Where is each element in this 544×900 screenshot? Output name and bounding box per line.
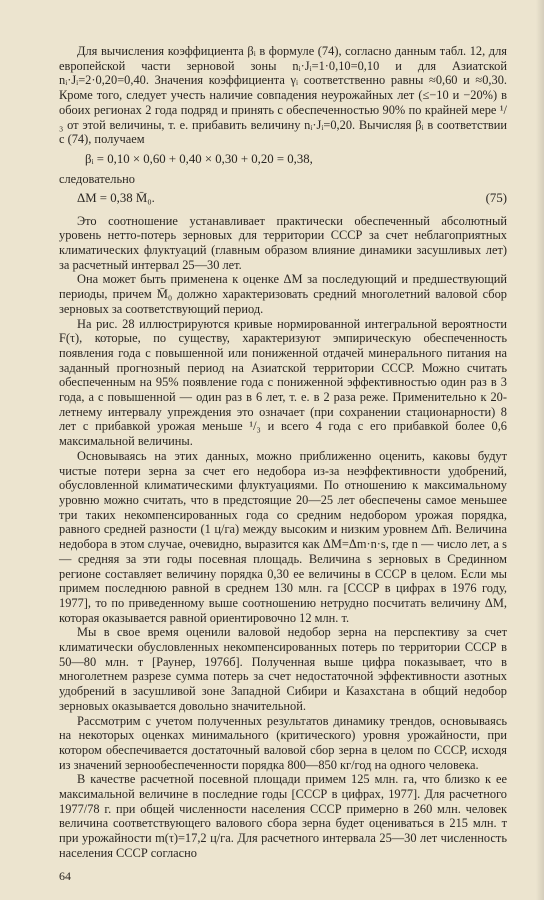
formula-beta: βᵢ = 0,10 × 0,60 + 0,40 × 0,30 + 0,20 = 0,38, <box>85 151 313 166</box>
equation-75-number: (75) <box>485 190 507 205</box>
page-number: 64 <box>59 869 71 883</box>
equation-75-body: ΔM = 0,38 M̄₀. <box>77 190 155 205</box>
paragraph-gross-shortfall: Мы в свое время оценили валовой недобор зерна на перспективу за счет климатически обусловленных некомпенсированных потерь по территории СССР в 50—80 млн. т [Раунер, 1976б]. Полученная выше цифра показывает, что в многолетнем разрезе сумма потерь за счет недостаточной эффективности азотных удобрений в засушливой зоне Западной Сибири и Казахстана в общий недобор зерновых оказывается довольно значительной. <box>59 625 507 713</box>
paragraph-figure-28: На рис. 28 иллюстрируются кривые нормированной интегральной вероятности F(τ), которые, по существу, характеризуют эмпирическую обеспеченность появления года с повышенной или пониженной отдачей минерального питания на заданный прогнозный период на Азиатской территории СССР. Можно считать обеспеченным на 95% появление года с пониженной эффективностью один раз в 3 года, а с повышенной — один раз в 6 лет, т. е. в 2 раза реже. Применительно к 20-летнему интервалу упреждения это означает (при сохранении стационарности) 8 лет с прибавкой урожая меньше ¹/₃ и всего 4 года с его прибавкой более 0,6 максимальной величины. <box>59 316 507 449</box>
paragraph-trends: Рассмотрим с учетом полученных результатов динамику трендов, основываясь на некоторых оценках минимального (критического) уровня урожайности, при котором обеспечивается достаточный валовой сбор зерна в целом по СССР, исходя из значений зернообеспеченности порядка 800—850 кг/год на одного человека. <box>59 713 507 772</box>
paragraph-therefore: следовательно <box>59 171 135 186</box>
paragraph-application: Она может быть применена к оценке ΔM за последующий и предшествующий периоды, причем M̄₀ должно характеризовать средний многолетний валовой сбор зерновых за соответствующий период. <box>59 272 507 316</box>
paragraph-ratio: Это соотношение устанавливает практически обеспеченный абсолютный уровень нетто-потерь зерновых для территории СССР за счет неблагоприятных климатических флуктуаций (главным образом влияние динамики засушливых лет) за расчетный интервал 25—30 лет. <box>59 213 507 272</box>
equation-75 <box>77 191 507 206</box>
paragraph-sown-area: В качестве расчетной посевной площади примем 125 млн. га, что близко к ее максимальной величине в последние годы [СССР в цифрах, 1977]. Для расчетного 1977/78 г. при общей численности населения СССР примерно в 260 млн. человек величина соответствующего валового сбора зерна будет оцениваться в 215 млн. т при урожайности m(τ)=17,2 ц/га. Для расчетного интервала 25—30 лет численность населения СССР согласно <box>59 772 507 860</box>
paragraph-beta-computation: Для вычисления коэффициента βᵢ в формуле (74), согласно данным табл. 12, для европейской части зерновой зоны nᵢ·Jᵢ=1·0,10=0,10 и для Азиатской nᵢ·Jᵢ=2·0,20=0,40. Значения коэффициента γᵢ соответственно равны ≈0,60 и ≈0,30. Кроме того, следует учесть наличие совпадения неурожайных лет (≤−10 и −20%) в обоих регионах 2 года подряд и принять с обеспеченностью 90% по крайней мере ¹/₃ от этой величины, т. е. прибавить величину nᵢ·Jᵢ=0,20. Вычисляя βᵢ в соответствии с (74), получаем <box>59 44 507 147</box>
page-fold-shadow <box>536 0 544 900</box>
paragraph-grain-losses: Основываясь на этих данных, можно приближенно оценить, каковы будут чистые потери зерна за счет его недобора из-за неэффективности удобрений, обусловленной климатическими флуктуациями. По отношению к максимальному уровню можно считать, что в предстоящие 20—25 лет обеспечены самое меньшее три таких некомпенсированных года со средним недобором урожая порядка, равного средней разности (1 ц/га) между высоким и низким уровнем Δm̄. Величина недобора в этом случае, очевидно, выразится как ΔM=Δm·n·s, где n — число лет, а s — средняя за эти годы посевная площадь. Величина s зерновых в Срединном регионе составляет величину порядка 0,30 ее величины в СССР в целом. Если мы примем последнюю равной в среднем 130 млн. га [СССР в цифрах в 1976 году, 1977], то по приведенному выше соотношению нетрудно посчитать величину ΔM, которая оказывается равной ориентировочно 12 млн. т. <box>59 448 507 625</box>
